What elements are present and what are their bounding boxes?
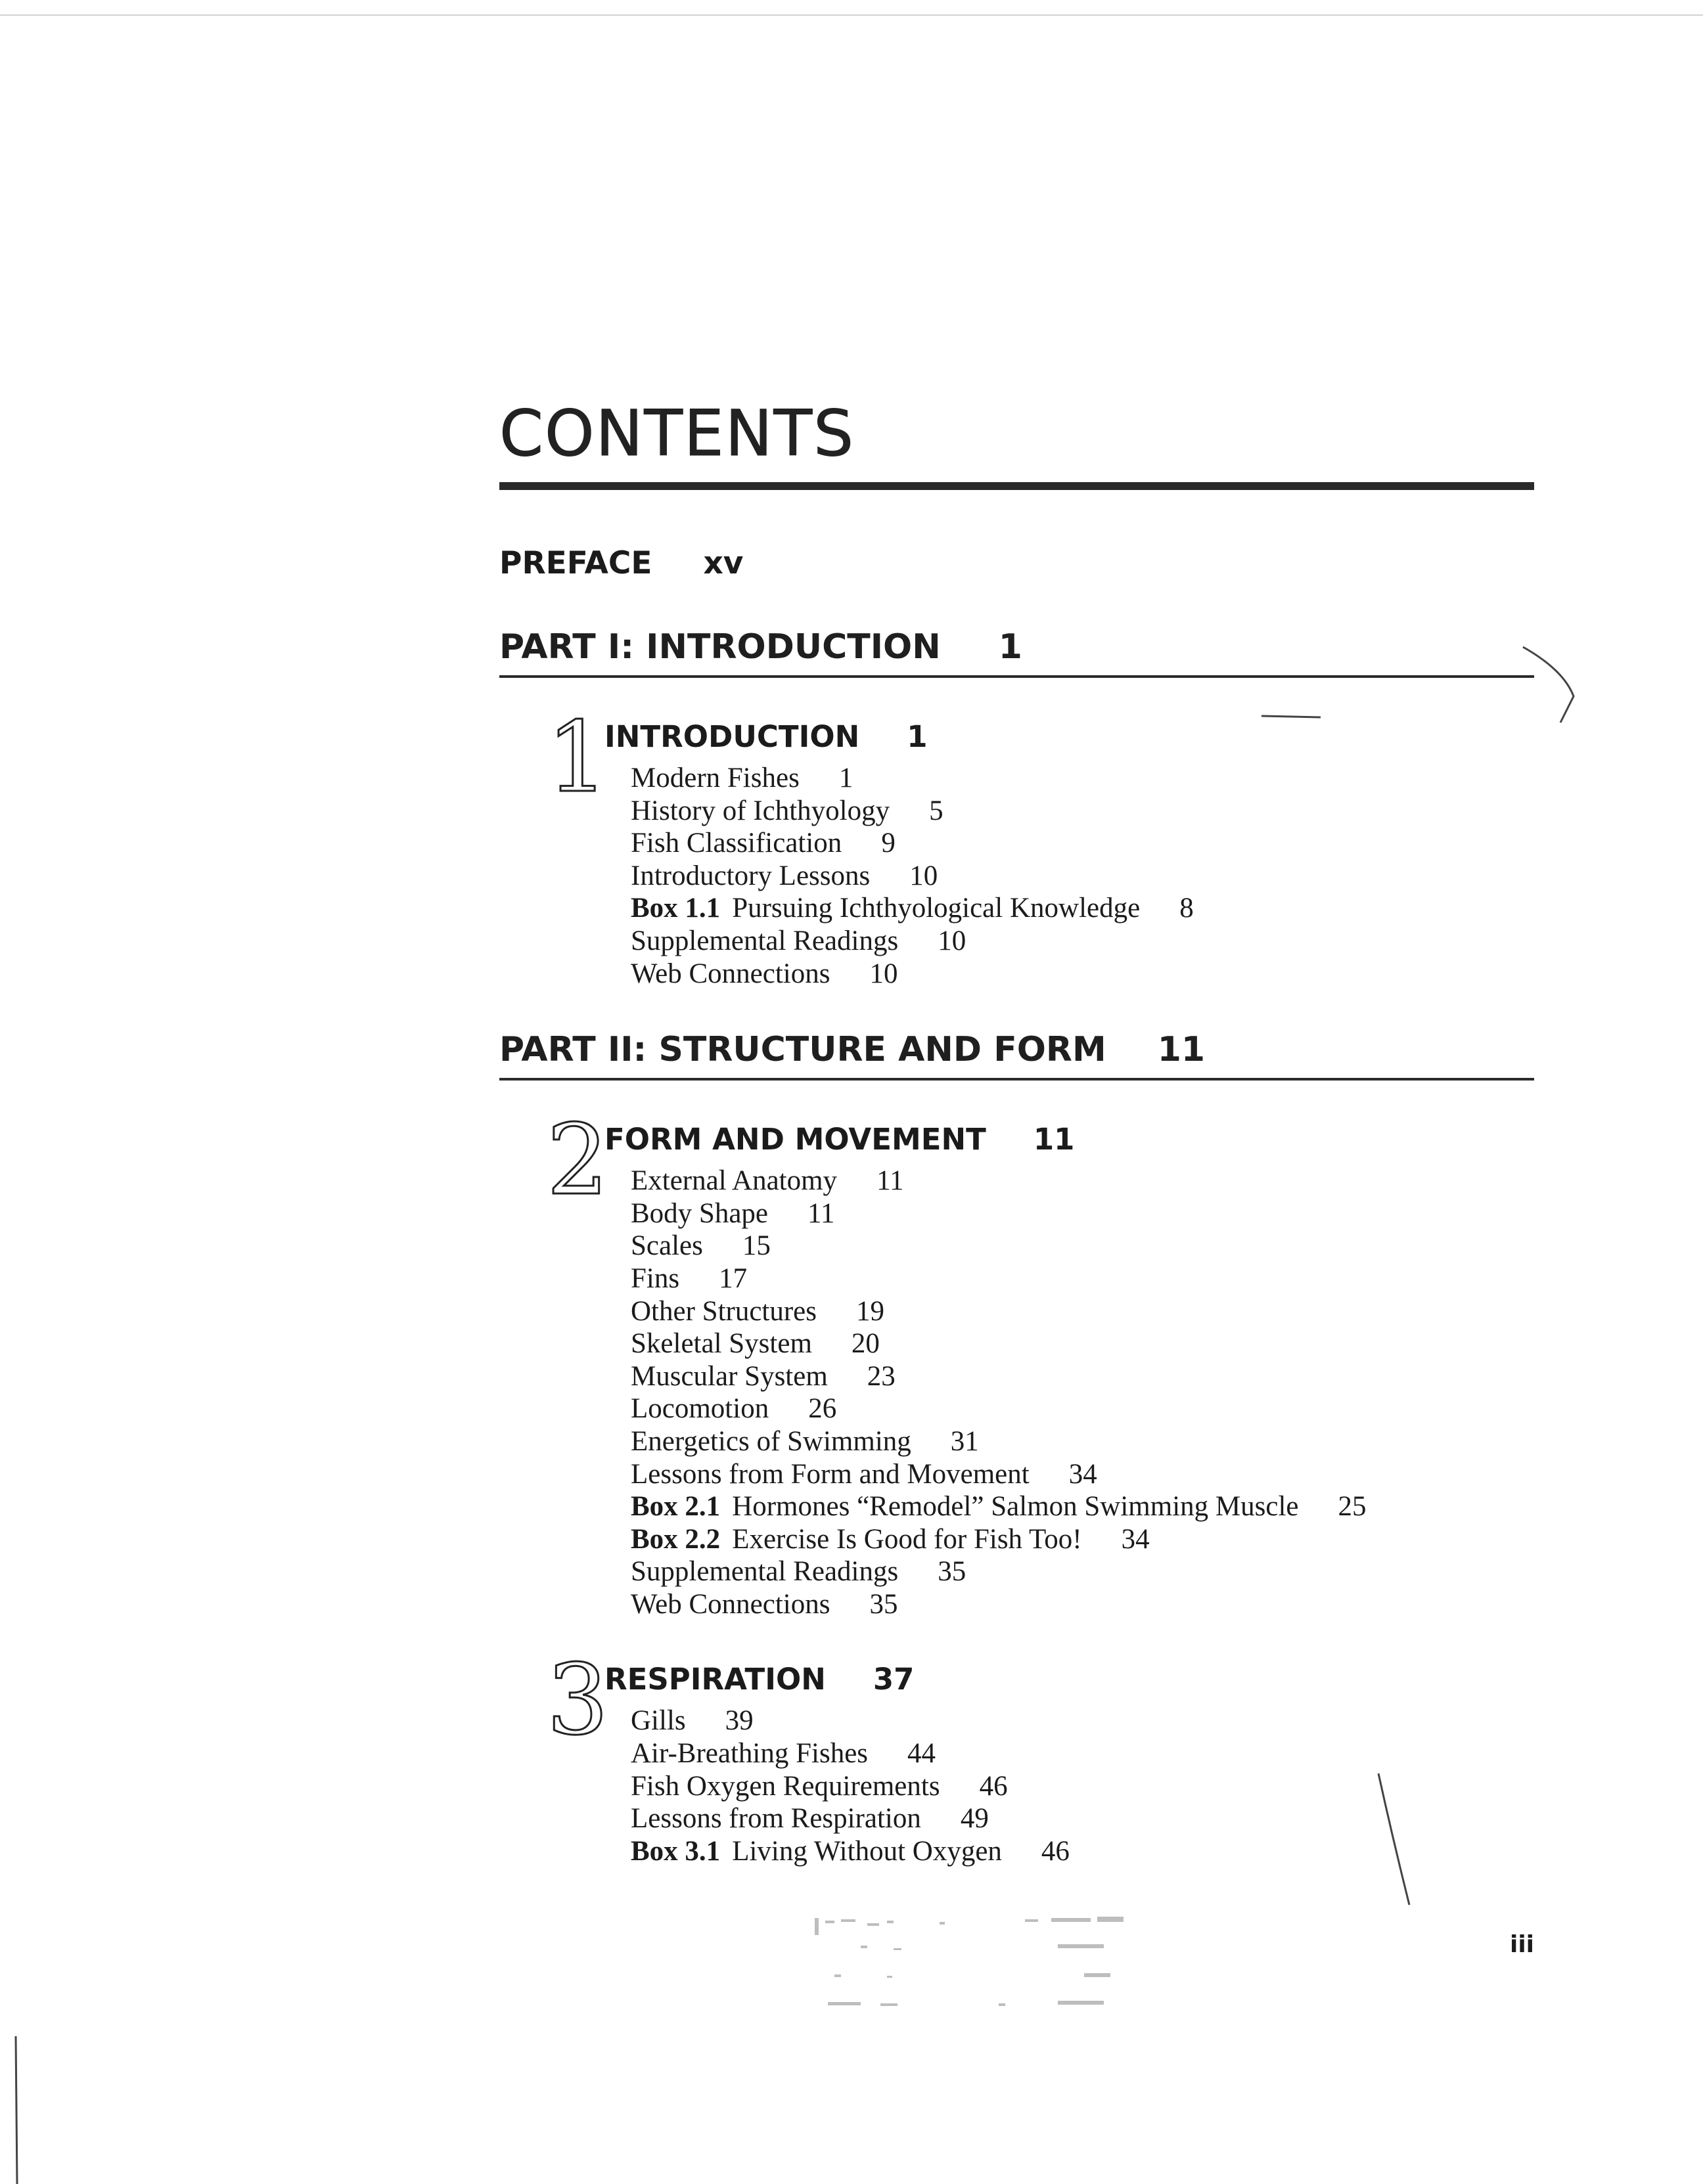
entry-page: 44	[907, 1738, 936, 1770]
entry-page: 46	[1041, 1835, 1070, 1867]
entry-title: Energetics of Swimming	[631, 1425, 911, 1457]
chapter-numeral: 1	[547, 701, 609, 814]
entry-page: 10	[909, 860, 938, 891]
entry-title: Web Connections	[631, 958, 830, 989]
entry-title: History of Ichthyology	[631, 795, 890, 826]
entry-page: 5	[929, 795, 943, 826]
part-label: PART I: INTRODUCTION	[499, 627, 941, 667]
entry-page: 8	[1179, 893, 1194, 924]
entry-title: Muscular System	[631, 1360, 828, 1392]
entry-title: Introductory Lessons	[631, 860, 871, 891]
entry-title: Fish Classification	[631, 828, 842, 859]
entry-title: Lessons from Respiration	[631, 1803, 921, 1835]
entry-page: 10	[869, 958, 898, 989]
entry-title: Scales	[631, 1230, 703, 1262]
entry-page: 15	[742, 1230, 771, 1262]
page-folio: iii	[1510, 1931, 1535, 1958]
entry-page: 25	[1338, 1491, 1367, 1523]
entry-page: 34	[1121, 1523, 1150, 1555]
entry-title: Air-Breathing Fishes	[631, 1738, 869, 1770]
chapter-numeral: 3	[547, 1643, 609, 1757]
entry-title: Skeletal System	[631, 1328, 812, 1360]
part-page: 11	[1157, 1030, 1206, 1070]
entry-title: Fins	[631, 1262, 680, 1294]
chapter-title-text: INTRODUCTION	[604, 719, 860, 754]
entry-title: Fish Oxygen Requirements	[631, 1770, 940, 1802]
entry-page: 34	[1068, 1458, 1097, 1490]
part-page: 1	[998, 627, 1022, 667]
box-label: Box 2.2	[631, 1523, 721, 1555]
entry-title: Locomotion	[631, 1393, 769, 1425]
box-label: Box 1.1	[631, 893, 721, 924]
entry-page: 35	[938, 1556, 966, 1588]
entry-page: 23	[867, 1360, 896, 1392]
entry-title: Other Structures	[631, 1295, 817, 1327]
box-label: Box 3.1	[631, 1835, 721, 1867]
entry-page: 39	[725, 1705, 754, 1737]
entry-page: 26	[808, 1393, 837, 1425]
part-label: PART II: STRUCTURE AND FORM	[499, 1030, 1106, 1070]
entry-title: Living Without Oxygen	[732, 1835, 1002, 1867]
entry-title: Web Connections	[631, 1588, 830, 1620]
preface-page: xv	[703, 545, 744, 581]
chapter-page: 1	[907, 719, 928, 754]
entry-title: External Anatomy	[631, 1165, 838, 1197]
chapter-page: 11	[1033, 1122, 1075, 1157]
entry-title: Modern Fishes	[631, 763, 800, 793]
entry-title: Exercise Is Good for Fish Too!	[732, 1523, 1082, 1555]
page-title: CONTENTS	[499, 397, 855, 470]
entry-title: Hormones “Remodel” Salmon Swimming Muscle	[732, 1491, 1299, 1523]
entry-title: Gills	[631, 1705, 686, 1737]
chapter-page: 37	[873, 1662, 915, 1697]
entry-page: 35	[869, 1588, 898, 1620]
entry-page: 10	[938, 925, 966, 956]
entry-page: 11	[876, 1165, 904, 1197]
entry-page: 20	[851, 1328, 880, 1360]
entry-title: Body Shape	[631, 1197, 769, 1229]
entry-page: 19	[856, 1295, 885, 1327]
entry-page: 31	[950, 1425, 979, 1457]
chapter-numeral: 2	[547, 1103, 609, 1217]
preface-label: PREFACE	[499, 545, 652, 581]
entry-page: 9	[881, 828, 896, 859]
entry-page: 11	[807, 1197, 835, 1229]
entry-page: 46	[979, 1770, 1008, 1802]
entry-title: Supplemental Readings	[631, 925, 899, 956]
entry-title: Pursuing Ichthyological Knowledge	[732, 893, 1141, 924]
entry-page: 1	[838, 763, 853, 793]
entry-title: Lessons from Form and Movement	[631, 1458, 1030, 1490]
chapter-title-text: FORM AND MOVEMENT	[604, 1122, 986, 1157]
entry-page: 17	[719, 1262, 748, 1294]
entry-page: 49	[960, 1803, 989, 1835]
box-label: Box 2.1	[631, 1491, 721, 1523]
chapter-title-text: RESPIRATION	[604, 1662, 826, 1697]
entry-title: Supplemental Readings	[631, 1556, 899, 1588]
